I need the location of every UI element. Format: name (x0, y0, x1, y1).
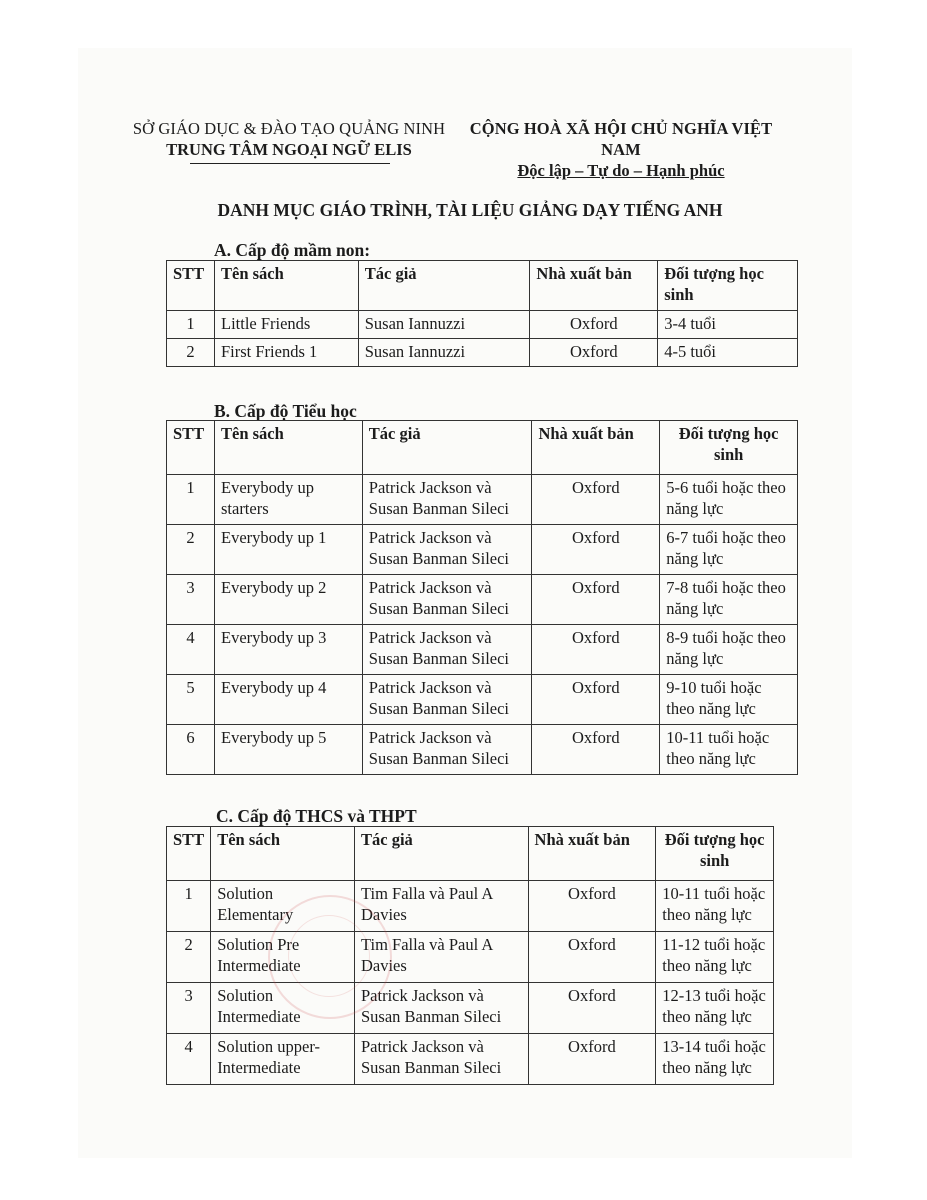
table-row (167, 339, 798, 367)
cell-publisher: Oxford (528, 983, 656, 1034)
cell-audience: 9-10 tuổi hoặc theo năng lực (660, 675, 798, 725)
cell-audience: 7-8 tuổi hoặc theo năng lực (660, 575, 798, 625)
cell-audience: 8-9 tuổi hoặc theo năng lực (660, 625, 798, 675)
cell-audience: 13-14 tuổi hoặc theo năng lực (656, 1034, 774, 1085)
cell-audience: 12-13 tuổi hoặc theo năng lực (656, 983, 774, 1034)
cell-stt: 2 (167, 525, 215, 575)
cell-audience: 6-7 tuổi hoặc theo năng lực (660, 525, 798, 575)
cell-book: Solution Pre Intermediate (211, 932, 355, 983)
col-header-audience: Đối tượng học sinh (656, 827, 774, 881)
cell-publisher: Oxford (532, 625, 660, 675)
cell-audience: 10-11 tuổi hoặc theo năng lực (656, 881, 774, 932)
cell-book: Everybody up 5 (214, 725, 362, 775)
table-row (167, 983, 774, 1034)
cell-book: Solution Intermediate (211, 983, 355, 1034)
col-header-book: Tên sách (214, 261, 358, 311)
col-header-publisher: Nhà xuất bản (532, 421, 660, 475)
col-header-stt: STT (167, 261, 215, 311)
cell-author: Tim Falla và Paul A Davies (354, 932, 528, 983)
col-header-publisher: Nhà xuất bản (530, 261, 658, 311)
col-header-author: Tác giả (358, 261, 530, 311)
cell-author: Patrick Jackson và Susan Banman Sileci (362, 675, 532, 725)
cell-stt: 6 (167, 725, 215, 775)
cell-publisher: Oxford (530, 311, 658, 339)
country-name: CỘNG HOÀ XÃ HỘI CHỦ NGHĨA VIỆT NAM (469, 119, 773, 159)
cell-author: Patrick Jackson và Susan Banman Sileci (362, 725, 532, 775)
cell-stt: 3 (167, 575, 215, 625)
cell-publisher: Oxford (532, 675, 660, 725)
cell-book: Everybody up 2 (214, 575, 362, 625)
cell-book: Solution upper-Intermediate (211, 1034, 355, 1085)
cell-book: Little Friends (214, 311, 358, 339)
table-row (167, 725, 798, 775)
department-name: SỞ GIÁO DỤC & ĐÀO TẠO QUẢNG NINH (132, 119, 446, 138)
col-header-author: Tác giả (354, 827, 528, 881)
cell-publisher: Oxford (530, 339, 658, 367)
cell-book: Solution Elementary (211, 881, 355, 932)
col-header-publisher: Nhà xuất bản (528, 827, 656, 881)
table-row (167, 932, 774, 983)
cell-author: Patrick Jackson và Susan Banman Sileci (354, 1034, 528, 1085)
cell-audience: 4-5 tuổi (658, 339, 798, 367)
table-row (167, 525, 798, 575)
cell-publisher: Oxford (528, 881, 656, 932)
cell-author: Patrick Jackson và Susan Banman Sileci (362, 575, 532, 625)
cell-book: Everybody up starters (214, 475, 362, 525)
cell-stt: 1 (167, 475, 215, 525)
cell-stt: 4 (167, 625, 215, 675)
col-header-stt: STT (167, 827, 211, 881)
cell-stt: 1 (167, 311, 215, 339)
col-header-stt: STT (167, 421, 215, 475)
section-title-c: C. Cấp độ THCS và THPT (216, 806, 417, 826)
cell-stt: 1 (167, 881, 211, 932)
section-title-b: B. Cấp độ Tiểu học (214, 401, 357, 421)
col-header-audience: Đối tượng học sinh (658, 261, 798, 311)
table-primary (166, 420, 798, 775)
cell-publisher: Oxford (528, 932, 656, 983)
col-header-audience: Đối tượng học sinh (660, 421, 798, 475)
table-row (167, 881, 774, 932)
cell-stt: 2 (167, 339, 215, 367)
cell-stt: 5 (167, 675, 215, 725)
cell-author: Susan Iannuzzi (358, 311, 530, 339)
cell-publisher: Oxford (532, 525, 660, 575)
table-preschool (166, 260, 798, 367)
center-name: TRUNG TÂM NGOẠI NGỮ ELIS (166, 140, 412, 159)
cell-stt: 3 (167, 983, 211, 1034)
national-motto (460, 118, 782, 181)
cell-author: Patrick Jackson và Susan Banman Sileci (362, 475, 532, 525)
cell-audience: 5-6 tuổi hoặc theo năng lực (660, 475, 798, 525)
table-row (167, 311, 798, 339)
document-title: DANH MỤC GIÁO TRÌNH, TÀI LIỆU GIẢNG DẠY TIẾNG ANH (217, 200, 723, 220)
cell-audience: 10-11 tuổi hoặc theo năng lực (660, 725, 798, 775)
motto: Độc lập – Tự do – Hạnh phúc (517, 161, 725, 180)
cell-publisher: Oxford (532, 725, 660, 775)
table-row (167, 625, 798, 675)
col-header-book: Tên sách (211, 827, 355, 881)
cell-audience: 3-4 tuổi (658, 311, 798, 339)
cell-book: Everybody up 1 (214, 525, 362, 575)
table-row (167, 675, 798, 725)
header-divider (190, 163, 390, 164)
cell-publisher: Oxford (532, 475, 660, 525)
table-secondary (166, 826, 774, 1085)
cell-book: Everybody up 4 (214, 675, 362, 725)
cell-publisher: Oxford (532, 575, 660, 625)
cell-publisher: Oxford (528, 1034, 656, 1085)
section-title-a: A. Cấp độ mầm non: (214, 240, 371, 260)
cell-book: First Friends 1 (214, 339, 358, 367)
cell-author: Patrick Jackson và Susan Banman Sileci (362, 625, 532, 675)
cell-author: Patrick Jackson và Susan Banman Sileci (354, 983, 528, 1034)
cell-author: Patrick Jackson và Susan Banman Sileci (362, 525, 532, 575)
cell-author: Tim Falla và Paul A Davies (354, 881, 528, 932)
cell-stt: 2 (167, 932, 211, 983)
col-header-author: Tác giả (362, 421, 532, 475)
table-row (167, 475, 798, 525)
cell-stt: 4 (167, 1034, 211, 1085)
table-row (167, 575, 798, 625)
col-header-book: Tên sách (214, 421, 362, 475)
table-row (167, 1034, 774, 1085)
issuing-authority (128, 118, 450, 160)
cell-author: Susan Iannuzzi (358, 339, 530, 367)
cell-audience: 11-12 tuổi hoặc theo năng lực (656, 932, 774, 983)
cell-book: Everybody up 3 (214, 625, 362, 675)
